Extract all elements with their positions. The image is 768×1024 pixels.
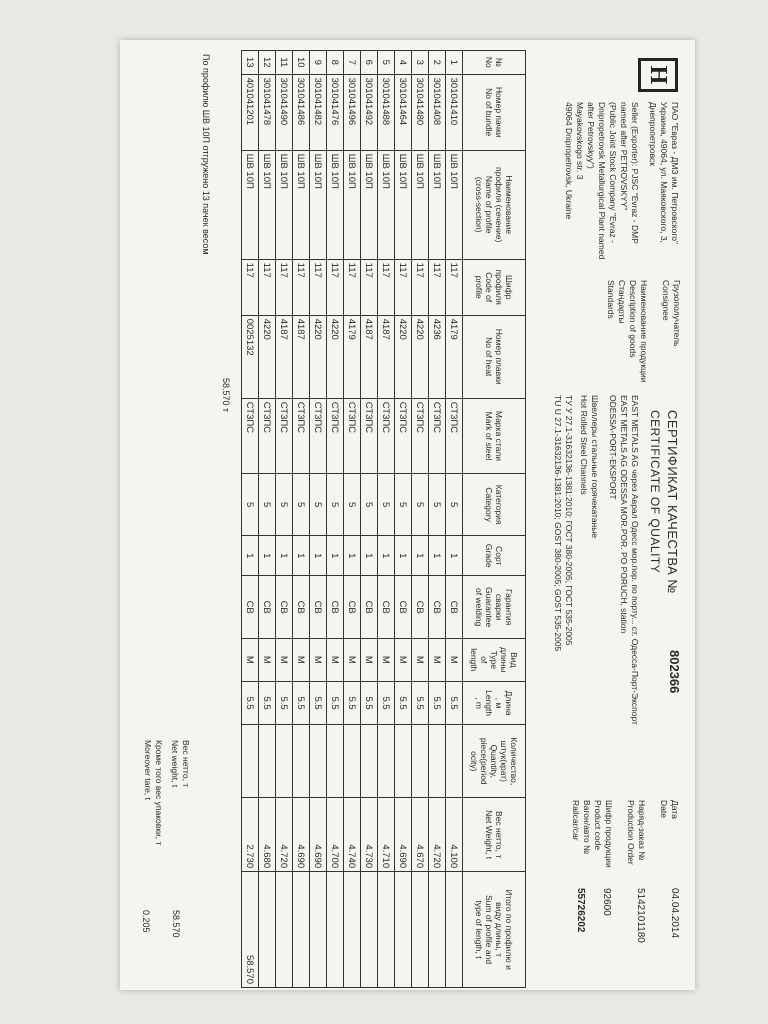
table-cell: 117 [293, 259, 310, 315]
table-cell: М [395, 638, 412, 681]
table-cell: СВ [276, 576, 293, 638]
table-cell: СВ [412, 576, 429, 638]
table-cell: 301041482 [310, 74, 327, 150]
table-cell: ШВ 10П [395, 150, 412, 259]
table-row [446, 51, 463, 988]
table-cell: ШВ 10П [310, 150, 327, 259]
table-cell: 5 [412, 474, 429, 536]
table-cell: СВ [446, 576, 463, 638]
table-cell [293, 872, 310, 988]
table-cell: 4179 [344, 315, 361, 398]
table-cell: 1 [378, 536, 395, 576]
table-cell: 5 [378, 474, 395, 536]
table-cell: 4.680 [259, 798, 276, 872]
seller-info: Seller (Exporter): PJSC "Evraz - DMP named after PETROVSKYY" (Public Joint Stock Company "Evraz - Dnipropetrovsk Metallurgical Plant named after Petrovskyy") Mayakovskogo str. 3 49064 Dnipropetrovsk, Ukraine [564, 102, 640, 260]
table-cell: 5 [395, 474, 412, 536]
table-cell: 4187 [378, 315, 395, 398]
table-cell: 5.5 [310, 681, 327, 725]
table-cell: 58.570 [242, 872, 259, 988]
table-cell: СТ3ПС [378, 398, 395, 473]
table-cell: 5 [242, 474, 259, 536]
table-cell: 7 [344, 51, 361, 75]
table-cell: 5 [259, 474, 276, 536]
table-row [310, 51, 327, 988]
table-cell: 4.100 [446, 798, 463, 872]
table-cell: 5.5 [412, 681, 429, 725]
net-weight-value: 58.570 [171, 910, 181, 938]
table-cell: 6 [361, 51, 378, 75]
table-row [395, 51, 412, 988]
table-cell: СТ3ПС [395, 398, 412, 473]
date-value: 04.04.2014 [669, 888, 680, 939]
table-cell [446, 872, 463, 988]
table-cell: М [412, 638, 429, 681]
table-cell: СТ3ПС [327, 398, 344, 473]
table-cell: 13 [242, 51, 259, 75]
table-cell: СВ [327, 576, 344, 638]
table-cell: 5.5 [429, 681, 446, 725]
table-cell: 11 [276, 51, 293, 75]
table-cell: СВ [378, 576, 395, 638]
table-row [378, 51, 395, 988]
table-cell: 1 [412, 536, 429, 576]
table-cell: 4.690 [395, 798, 412, 872]
table-cell: 117 [412, 259, 429, 315]
table-cell: ШВ 10П [242, 150, 259, 259]
table-cell: 5.5 [378, 681, 395, 725]
company-logo: Н [638, 58, 678, 92]
table-cell: 5 [276, 474, 293, 536]
column-header: Категория Category [463, 474, 526, 536]
certificate-number: 802366 [667, 650, 682, 694]
table-cell: 4187 [276, 315, 293, 398]
table-cell: М [378, 638, 395, 681]
column-header: № No [463, 51, 526, 75]
table-cell: 4220 [395, 315, 412, 398]
certificate-title-ru: СЕРТИФИКАТ КАЧЕСТВА № [665, 410, 680, 594]
table-cell: 10 [293, 51, 310, 75]
table-cell: ШВ 10П [429, 150, 446, 259]
summary-weight: 58.570 т [221, 378, 231, 413]
table-row [293, 51, 310, 988]
table-cell: 301041408 [429, 74, 446, 150]
table-cell: 5.5 [242, 681, 259, 725]
table-cell: 117 [446, 259, 463, 315]
table-cell: 301041478 [259, 74, 276, 150]
table-cell: 4220 [327, 315, 344, 398]
table-cell: 0025132 [242, 315, 259, 398]
table-cell: 1 [395, 536, 412, 576]
table-cell [276, 725, 293, 798]
table-cell: М [361, 638, 378, 681]
table-cell: 5 [327, 474, 344, 536]
table-cell: 117 [259, 259, 276, 315]
table-cell: 4179 [446, 315, 463, 398]
table-cell: 5 [446, 474, 463, 536]
table-cell: 1 [361, 536, 378, 576]
railcar-value: 55726202 [575, 888, 586, 933]
table-cell: СТ3ПС [242, 398, 259, 473]
table-cell: 1 [276, 536, 293, 576]
consignee-value: EAST METALS AG через Аврал Одесс мор.пор. по порту... ст. Одесса-Порт-Экспорт EAST METALS AG ODESSA MOR.POR. PO PORUCH, station ODESSA-PORT-EKSPORT [608, 395, 640, 725]
table-cell: 1 [242, 536, 259, 576]
table-cell: 301041410 [446, 74, 463, 150]
table-cell: М [259, 638, 276, 681]
table-cell: 1 [327, 536, 344, 576]
table-cell [429, 725, 446, 798]
table-cell: СВ [344, 576, 361, 638]
table-cell: ШВ 10П [327, 150, 344, 259]
table-cell: М [327, 638, 344, 681]
table-cell: 1 [446, 51, 463, 75]
table-cell: 4.710 [378, 798, 395, 872]
table-cell: 8 [327, 51, 344, 75]
header-right-labels: Дата Date Наряд-заказ № Production Order Шифр продукции Product code Вагон/авто № Railcar/car [571, 800, 680, 868]
table-cell: 9 [310, 51, 327, 75]
table-cell [378, 872, 395, 988]
table-cell: М [446, 638, 463, 681]
table-cell: СВ [429, 576, 446, 638]
table-cell [259, 725, 276, 798]
table-cell: СТ3ПС [446, 398, 463, 473]
table-cell: 5 [293, 474, 310, 536]
table-cell: М [344, 638, 361, 681]
table-cell: 5.5 [293, 681, 310, 725]
table-cell: ШВ 10П [378, 150, 395, 259]
table-cell: СТ3ПС [361, 398, 378, 473]
product-code-value: 92600 [601, 888, 612, 916]
table-cell [446, 725, 463, 798]
table-cell [412, 725, 429, 798]
table-cell [276, 872, 293, 988]
table-cell: 4.720 [276, 798, 293, 872]
table-cell: 5.5 [276, 681, 293, 725]
table-cell: ШВ 10П [259, 150, 276, 259]
table-cell: 5 [361, 474, 378, 536]
net-weight-label: Вес нетто, т Net weight, t [170, 740, 191, 788]
table-cell: М [293, 638, 310, 681]
table-cell [259, 872, 276, 988]
table-cell: 5.5 [361, 681, 378, 725]
table-row [361, 51, 378, 988]
company-address: ПАО "Евраз - ДМЗ им. Петровского" Украина, 49064, ул. Маяковского, 3, Днепропетровск [648, 102, 680, 244]
table-cell: 1 [446, 536, 463, 576]
table-cell [361, 725, 378, 798]
document-page [120, 40, 695, 990]
table-cell: 5 [344, 474, 361, 536]
table-cell: 4.700 [327, 798, 344, 872]
table-cell: 2 [429, 51, 446, 75]
column-header: Сорт Grade [463, 536, 526, 576]
column-header: Шифр профиля Code of profile [463, 259, 526, 315]
column-header: Вид длины Type of length [463, 638, 526, 681]
table-cell: СТ3ПС [276, 398, 293, 473]
table-cell: СТ3ПС [310, 398, 327, 473]
table-row [276, 51, 293, 988]
table-cell: 4.690 [310, 798, 327, 872]
table-cell: 5 [378, 51, 395, 75]
table-row [327, 51, 344, 988]
table-row [412, 51, 429, 988]
standards-value: ТУ У 27.1-31632136-1381:2010; ГОСТ 380-2005; ГОСТ 535-2005 TU U 27.1-31632136-1381:2010; GOST 380-2005; GOST 535-2005 [553, 395, 574, 652]
table-cell: 5.5 [344, 681, 361, 725]
table-cell: ШВ 10П [446, 150, 463, 259]
table-cell: СВ [361, 576, 378, 638]
table-cell: 401041201 [242, 74, 259, 150]
table-cell: 301041476 [327, 74, 344, 150]
header-left-labels: Грузополучатель Consignee Наименование продукции Description of goods Стандарты Standards [606, 280, 682, 383]
table-cell: 301041492 [361, 74, 378, 150]
table-cell: 117 [395, 259, 412, 315]
column-header: Гарантия сварки Guarantee of welding [463, 576, 526, 638]
table-cell: 117 [378, 259, 395, 315]
table-cell: М [242, 638, 259, 681]
table-row [344, 51, 361, 988]
table-cell: 4.690 [293, 798, 310, 872]
table-row [242, 51, 259, 988]
table-cell: 1 [293, 536, 310, 576]
column-header: Номер пачки No of bundle [463, 74, 526, 150]
table-cell [310, 872, 327, 988]
table-cell: 301041464 [395, 74, 412, 150]
table-cell: СВ [242, 576, 259, 638]
table-cell [242, 725, 259, 798]
table-cell [327, 872, 344, 988]
table-cell: 4187 [361, 315, 378, 398]
table-header [463, 51, 526, 988]
table-cell [361, 872, 378, 988]
table-cell [310, 725, 327, 798]
tare-label: Кроме того вес упаковки, т Moreover tare, t [143, 740, 164, 846]
quality-table [241, 50, 526, 988]
table-cell [344, 725, 361, 798]
table-cell: ШВ 10П [293, 150, 310, 259]
table-cell: СТ3ПС [412, 398, 429, 473]
table-cell [395, 725, 412, 798]
column-header: Наименование профиля (сечение) Name of profile (cross-section) [463, 150, 526, 259]
table-cell: 301041490 [276, 74, 293, 150]
table-cell: СТ3ПС [429, 398, 446, 473]
table-cell: 5.5 [395, 681, 412, 725]
table-cell: ШВ 10П [361, 150, 378, 259]
column-header: Итого по профилю и виду длины, т Sum of profile and type of length, t [463, 872, 526, 988]
table-cell: 117 [242, 259, 259, 315]
table-cell: М [429, 638, 446, 681]
table-cell: 1 [344, 536, 361, 576]
table-cell: 5 [310, 474, 327, 536]
table-cell: ШВ 10П [276, 150, 293, 259]
table-cell: 4220 [412, 315, 429, 398]
table-cell: 3 [412, 51, 429, 75]
table-cell: 4220 [259, 315, 276, 398]
table-cell [327, 725, 344, 798]
tare-value: 0.205 [141, 910, 151, 933]
table-cell: СВ [395, 576, 412, 638]
table-cell: 117 [276, 259, 293, 315]
table-cell [429, 872, 446, 988]
table-cell: 12 [259, 51, 276, 75]
table-cell: 4 [395, 51, 412, 75]
table-cell: 2.730 [242, 798, 259, 872]
table-cell: М [310, 638, 327, 681]
table-row [429, 51, 446, 988]
table-cell: СВ [310, 576, 327, 638]
table-cell: 117 [310, 259, 327, 315]
table-cell: 4187 [293, 315, 310, 398]
table-cell: 4.670 [412, 798, 429, 872]
table-cell: ШВ 10П [412, 150, 429, 259]
table-cell: СТ3ПС [344, 398, 361, 473]
table-cell: 301041488 [378, 74, 395, 150]
table-cell [378, 725, 395, 798]
table-cell: 117 [344, 259, 361, 315]
table-cell: 5.5 [259, 681, 276, 725]
table-cell: 117 [327, 259, 344, 315]
table-cell: 117 [429, 259, 446, 315]
column-header: Количество, штук(крат) Quantity, piece(period ocity) [463, 725, 526, 798]
table-cell [344, 872, 361, 988]
table-body [242, 51, 463, 988]
column-header: Номер плавки No of heat [463, 315, 526, 398]
table-cell: 5.5 [446, 681, 463, 725]
table-cell [412, 872, 429, 988]
table-cell: СТ3ПС [293, 398, 310, 473]
table-cell: 1 [259, 536, 276, 576]
table-cell: 1 [310, 536, 327, 576]
goods-value: Швеллеры стальные горячекатаные Hot Rolled Steel Channels [579, 395, 600, 539]
table-cell: СВ [259, 576, 276, 638]
table-cell [293, 725, 310, 798]
table-cell: 5 [429, 474, 446, 536]
column-header: Марка стали Mark of steel [463, 398, 526, 473]
table-cell: 117 [361, 259, 378, 315]
table-cell: ШВ 10П [344, 150, 361, 259]
table-cell: 4220 [310, 315, 327, 398]
table-cell: 5.5 [327, 681, 344, 725]
table-cell: 4.730 [361, 798, 378, 872]
table-cell: М [276, 638, 293, 681]
certificate-title-en: CERTIFICATE OF QUALITY [648, 410, 662, 574]
table-cell: СТ3ПС [259, 398, 276, 473]
column-header: Вес нетто, т Net Weight, t [463, 798, 526, 872]
summary-line [201, 54, 211, 255]
rotated-certificate [126, 50, 686, 990]
table-cell: 301041480 [412, 74, 429, 150]
summary-text: По профилю ШВ 10П отгружено 13 пачек весом [201, 54, 211, 255]
table-cell: 4.740 [344, 798, 361, 872]
table-cell: 4.720 [429, 798, 446, 872]
column-header: Длина , м Length , m [463, 681, 526, 725]
table-cell: 1 [429, 536, 446, 576]
table-cell: 301041486 [293, 74, 310, 150]
table-cell: 4236 [429, 315, 446, 398]
table-cell: 301041496 [344, 74, 361, 150]
table-cell: СВ [293, 576, 310, 638]
order-value: 5142101180 [635, 888, 646, 943]
table-cell [395, 872, 412, 988]
table-row [259, 51, 276, 988]
